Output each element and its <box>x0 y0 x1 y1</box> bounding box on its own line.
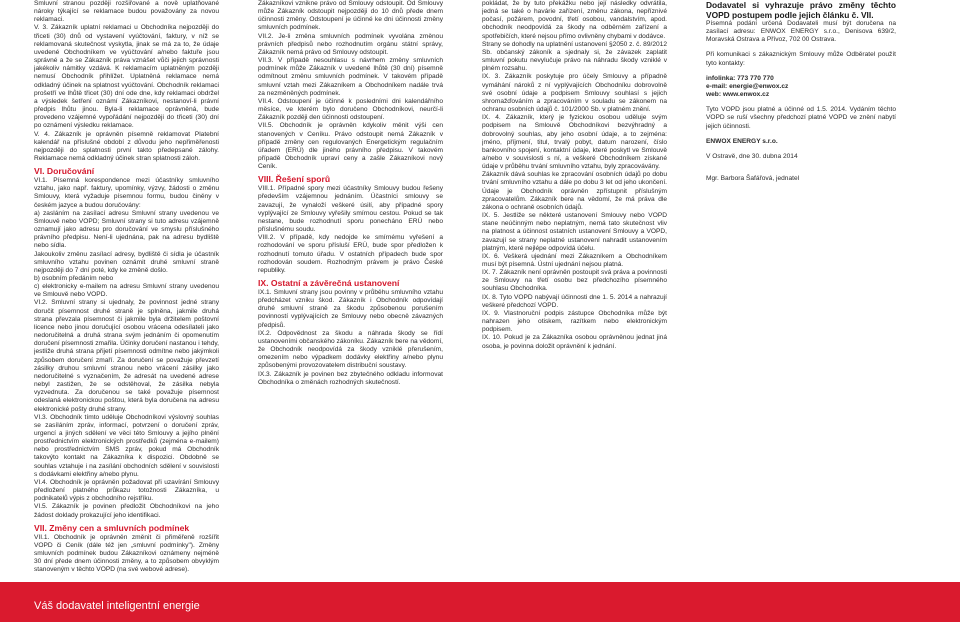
paragraph-vi1a: a) zasláním na zasílací adresu Smluvní strany uvedenou ve Smlouvě nebo VOPD; Smluvní strany si tuto adresu vzájemně oznamují jako adresu pro doručování ve smyslu příslušného právního předpisu. Není-li ujednána, pak na adresu bydliště nebo sídla. <box>34 209 219 250</box>
paragraph-c2-1: Zákazníkovi vznikne právo od Smlouvy odstoupit. Od Smlouvy může Zákazník odstoupit nejpozději do 10 dnů přede dnem účinnosti změny. Odstoupení je účinné ke dni účinnosti změny smluvních podmínek. <box>258 0 443 32</box>
paragraph-vi2: VI.2. Smluvní strany si ujednaly, že povinnost jedné strany doručit písemnost druhé straně je splněna, jakmile druhá strana převzala písemnost či jakmile byla držitelem poštovní licence nebo jinou doručující osobou vrácena odesílateli jako nedoručitelná a druhá strana svým jednáním či opomenutím doručení písemnosti zmařila. Účinky doručení nastanou i tehdy, jestliže druhá strana přijetí písemnosti odmítne nebo jakýmkoli způsobem doručení zmaří. Za doručení se považuje převzetí zásilky druhou smluvní stranou nebo vrácení zásilky jako nedoručitelné s vyznačením, že adresát na uvedené adrese nebyl zastižen, že se odstěhoval, že zásilka nebyla vyzvednuta. Za doručenou se také považuje písemnost odeslaná elektronickou poštou, která byla doručena na adresu elektronické pošty druhé strany. <box>34 299 219 413</box>
paragraph-vi1a2: Jakoukoliv změnu zasílací adresy, bydliště či sídla je účastník smluvního vztahu povinen oznámit druhé smluvní straně nejpozději do 7 dní poté, kdy ke změně došlo. <box>34 250 219 274</box>
paragraph-c3-2: Strany se dohodly na uplatnění ustanovení §2050 z. č. 89/2012 Sb. občanský zákoník a sjednaly si, že závazek zaplatit smluvní pokutu nevylučuje právo na náhradu škody vzniklé v plném rozsahu. <box>482 40 667 73</box>
contact-intro: Při komunikaci s zákaznickým Smlouvy může Odběratel použít tyto kontakty: <box>706 51 896 67</box>
paragraph-c3-3: IX. 3. Zákazník poskytuje pro účely Smlouvy a případně vymáhání nároků z ní vyplývajících Obchodníku dobrovolně své osobní údaje a podpisem Smlouvy souhlasí s jejich shromažďováním a zpracováním v souladu se zákonem na ochranu osobních údajů č. 101/2000 Sb. v platném znění. <box>482 73 667 114</box>
paragraph-c2-10: IX.3. Zákazník je povinen bez zbytečného odkladu informovat Obchodníka o změnách rozhodných skutečností. <box>258 370 443 386</box>
validity-note: Tyto VOPD jsou platné a účinné od 1.5. 2014. Vydáním těchto VOPD se ruší všechny předchozí platné VOPD ve znění nabytí jejich účinnosti. <box>706 106 896 130</box>
paragraph-c2-8: IX.1. Smluvní strany jsou povinny v průběhu smluvního vztahu předcházet vzniku škod. Zákazník i Obchodník odpovídají druhé smluvní straně za škodu způsobenou porušením povinností vyplývajících ze Smlouvy nebo obecně závazných předpisů. <box>258 289 443 329</box>
section-heading-spory: VIII. Řešení sporů <box>258 174 331 185</box>
paragraph-c2-3: VII.3. V případě nesouhlasu s návrhem změny smluvních podmínek může Zákazník v uvedené lhůtě (30 dní) písemně odmítnout změnu smluvních podmínek. V takovém případě smluvní vztah mezi Zákazníkem a Obchodníkem nadále trvá za nezměněných podmínek. <box>258 57 443 97</box>
paragraph-vi4: VI.4. Obchodník je oprávněn požadovat při uzavírání Smlouvy předložení platného průkazu totožnosti Zákazníka, u podnikatelů výpis z obchodního rejstříku. <box>34 478 219 503</box>
paragraph-c2-4: VII.4. Odstoupení je účinné k posledními dni kalendářního měsíce, ve kterém bylo doručeno Obchodníkovi, neurčí-li Zákazník později den účinnosti odstoupení. <box>258 97 443 122</box>
contact-email: e-mail: energie@enwox.cz <box>706 82 789 90</box>
contact-web: web: www.enwox.cz <box>706 91 770 99</box>
intro-paragraph: Smluvní stranou později rozšiřované a nově uplatňované nároky týkající se reklamace budou považovány za novou reklamaci. <box>34 0 219 24</box>
paragraph-c3-8: IX. 7. Zákazník není oprávněn postoupit svá práva a povinnosti ze Smlouvy na třetí osobu bez předchozího písemného souhlasu Obchodníka. <box>482 269 667 293</box>
paragraph-c2-5: VII.5. Obchodník je oprávněn kdykoliv měnit výši cen stanovených v Ceníku. Právo odstoupit nemá Zákazník v případě změny cen regulovaných Energetickým regulačním úřadem (ERÚ) dle jiného právního předpisu. V takovém případě Obchodník upraví ceny a zašle Zákazníkovi nový Ceník. <box>258 122 443 171</box>
column-4 <box>706 0 896 582</box>
paragraph-c2-7: VIII.2. V případě, kdy nedojde ke smírnému vyřešení a rozhodování ve sporu přísluší ERÚ, bude spor předložen k rozhodnutí tomuto úřadu. V ostatních případech bude spor rozhodován soudem. Rozhodným právem je právo České republiky. <box>258 234 443 274</box>
reservation-headline: Dodavatel si vyhrazuje právo změny těchto VOPD postupem podle jejich článku č. VII. <box>706 0 896 20</box>
column-1 <box>34 0 219 582</box>
paragraph-c3-5: Zákazník dává souhlas ke zpracování osobních údajů po dobu trvání smluvního vztahu a dále po dobu 3 let od jeho ukončení. Údaje je Obchodník oprávněn zpřístupnit příslušným zpracovatelům. Zákazník bere na vědomí, že má práva dle zákona o ochraně osobních údajů. <box>482 171 667 211</box>
paragraph-vii1: VII.1. Obchodník je oprávněn změnit či přiměřeně rozšířit VOPD či Ceník (dále též jen „smluvní podmínky"). Změny smluvních podmínek budou Zákazníkovi oznámeny nejméně 30 dní přede dnem účinnosti změny, a to způsobem obvyklým stanoveným v těchto VOPD (na své webové adrese). <box>34 533 219 574</box>
paragraph-c3-4: IX. 4. Zákazník, který je fyzickou osobou uděluje svým podpisem na Smlouvě Obchodníkovi bezvýhradný a dobrovolný souhlas, aby jeho osobní údaje, a to zejména: jméno, příjmení, titul, trvalý pobyt, datum narození, číslo bankovního spojení, kontaktní údaje, které poskytl ve Smlouvě a/nebo v souvislosti s ní, a veškeré Obchodníkem získané údaje v průběhu trvání smluvního vztahu, byly zpracovávány. <box>482 114 667 171</box>
paragraph-c2-6: VIII.1. Případné spory mezi účastníky Smlouvy budou řešeny především vzájemnou jednáním. Účastníci smlouvy se zavazují, že vynaloží veškeré úsilí, aby případné spory vyplývající ze Smlouvy vyřešily smírnou cestou. Pokud se tak nestane, bude rozhodnutí sporu ponecháno ERÚ nebo příslušnému soudu. <box>258 185 443 234</box>
paragraph-c3-9: IX. 8. Tyto VOPD nabývají účinnosti dne 1. 5. 2014 a nahrazují veškeré předchozí VOPD. <box>482 293 667 309</box>
paragraph-c3-6: IX. 5. Jestliže se některé ustanovení Smlouvy nebo VOPD stane neúčinným nebo neplatným, nemá tato skutečnost vliv na platnost a účinnost ostatních ustanovení Smlouvy a VOPD, zavazují se strany neplatné ustanovení nahradit ustanovením platným, které nejlépe odpovídá účelu. <box>482 212 667 252</box>
place-date: V Ostravě, dne 30. dubna 2014 <box>706 152 798 160</box>
column-3 <box>482 0 667 582</box>
mailing-address: Písemná podání určená Dodavateli musí být doručena na zasílací adresu: ENWOX ENERGY s.r.o., Denisova 639/2, Moravská Ostrava a Přívoz, 702 00 Ostrava. <box>706 20 896 44</box>
paragraph-vi1: VI.1. Písemná korespondence mezi účastníky smluvního vztahu, jako např. faktury, upomínky, výzvy, žádosti o změnu Smlouvy, která vyžaduje písemnou formu, budou činěny v českém jazyce a budou doručovány: <box>34 177 219 209</box>
paragraph-c2-2: VII.2. Je-li změna smluvních podmínek vyvolána změnou právních předpisů nebo rozhodnutím orgánu státní správy, Zákazník nemá právo od Smlouvy odstoupit. <box>258 32 443 56</box>
paragraph-vi1b: b) osobním předáním nebo <box>34 275 114 282</box>
paragraph-c2-9: IX.2. Odpovědnost za škodu a náhrada škody se řídí ustanoveními občanského zákoníku. Zákazník bere na vědomí, že Obchodník neodpovídá za škody vzniklé přerušením, omezením nebo výpadkem dodávky elektřiny a/nebo plynu způsobenými provozovatelem distribuční soustavy. <box>258 329 443 370</box>
paragraph-c3-10: IX. 9. Vlastnoruční podpis zástupce Obchodníka může být nahrazen jeho otiskem, razítkem nebo elektronickým podpisem. <box>482 309 667 334</box>
paragraph-vi5: VI.5. Zákazník je povinen předložit Obchodníkovi na jeho žádost doklady prokazující jeho identifikaci. <box>34 503 219 519</box>
section-heading-zaverecna: IX. Ostatní a závěrečná ustanovení <box>258 278 400 288</box>
footer-bar <box>0 582 960 622</box>
paragraph-vi1c: c) elektronicky e-mailem na adresu Smluvní strany uvedenou ve Smlouvě nebo VOPD. <box>34 283 219 299</box>
paragraph-c3-11: IX. 10. Pokud je za Zákazníka osobou oprávněnou jednat jiná osoba, je povinna doložit oprávnění k jednání. <box>482 334 667 350</box>
paragraph-c3-7: IX. 6. Veškerá ujednání mezi Zákazníkem a Obchodníkem musí být písemná. Ústní ujednání nejsou platná. <box>482 252 667 268</box>
hotline: infolinka: 773 770 770 <box>706 74 774 82</box>
column-2 <box>258 0 443 582</box>
paragraph-v3: V. 3. Zákazník uplatní reklamaci u Obchodníka nejpozději do třiceti (30) dnů od vystavení vyúčtování, faktury, v níž se reklamovaná skutečnost vyskytla, jinak se má za to, že údaje uvedené Obchodníkem ve vyúčtování a/nebo faktuře jsou správné a že se Zákazník práva vznášet vůči jejich správnosti jakékoliv námitky vzdává. K reklamacím uplatněným později nemusí Obchodník přihlížet. Uplatněná reklamace nemá odkladný účinek na splatnost vyúčtování. Obchodník reklamaci prošetří ve lhůtě třicet (30) dní ode dne, kdy reklamaci obdržel a výsledek šetření oznámí Zákazníkovi, nestanoví-li právní předpis lhůtu jinou. Byla-li reklamace oprávněná, bude provedeno vzájemné vypořádání nejpozději do třiceti (30) dní po oznámení výsledku reklamace. <box>34 24 219 130</box>
paragraph-vi3: VI.3. Obchodník tímto uděluje Obchodníkovi výslovný souhlas se zasíláním zpráv, informací, potvrzení o doručení zpráv, urgencí a jiných sdělení ve věci této Smlouvy a jejího plnění prostřednictvím elektronických prostředků (zejména e-mailem) nebo prostřednictvím SMS zpráv, pokud má Obchodník takovýto kontakt na Zákazníka k dispozici. Obdobně se souhlas vztahuje i na zasílání obchodních sdělení v souvislosti s dodávkami elektřiny a/nebo plynu. <box>34 413 219 478</box>
company-name: ENWOX ENERGY s.r.o. <box>706 137 778 145</box>
section-heading-zmeny: VII. Změny cen a smluvních podmínek <box>34 522 190 533</box>
paragraph-v4: V. 4. Zákazník je oprávněn písemně reklamovat Platební kalendář na příslušné období z důvodu jeho nepřiměřenosti nejpozději do splatnosti první takto předepsané zálohy. Reklamace nemá odkladný účinek stran splatnosti záloh. <box>34 130 219 162</box>
paragraph-c3-1: pokládat, že by tuto překážku nebo její následky odvrátila, jedná se také o havárie zařízení, změnu zákona, nepříznivé počasí, požárem, povodní, třetí osobou, vandalstvím, apod. obchodník neodpovídá za škody na odběrném zařízení a spotřebičích, které nejsou přímo ovlivněny chybami v dodávce. <box>482 0 667 40</box>
footer-slogan: Váš dodavatel inteligentní energie <box>34 600 200 612</box>
signatory: Mgr. Barbora Šafářová, jednatel <box>706 175 800 183</box>
section-heading-doruceni: VI. Doručování <box>34 166 95 177</box>
